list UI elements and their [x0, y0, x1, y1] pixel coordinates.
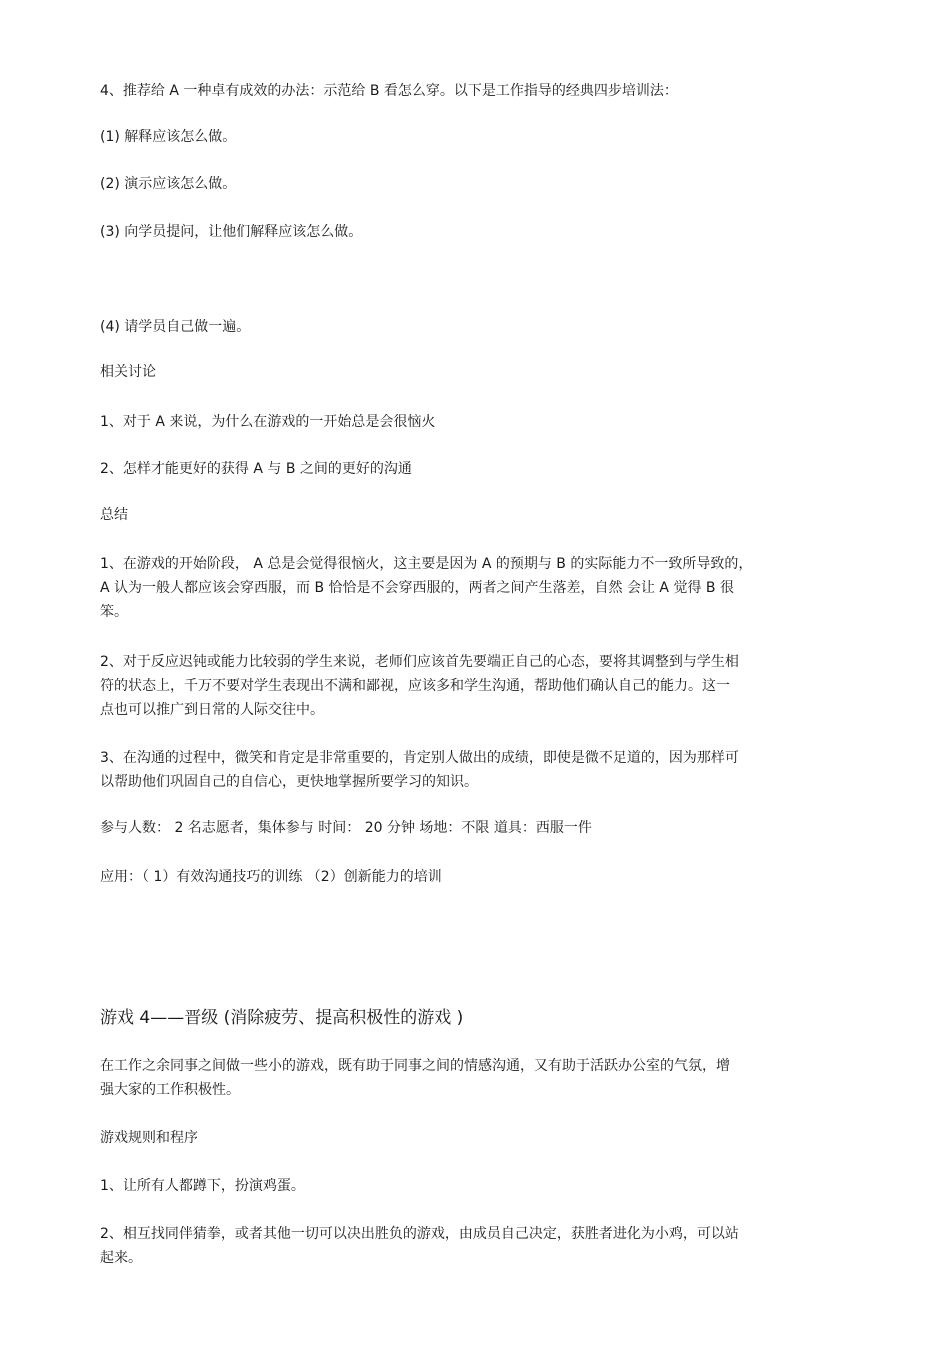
discussion-item-2: 2、怎样才能更好的获得 A 与 B 之间的更好的沟通: [100, 461, 412, 477]
rule-2-line-1: 2、相互找同伴猜拳，或者其他一切可以决出胜负的游戏，由成员自己决定，获胜者进化为小鸡，可以站: [100, 1226, 739, 1242]
rule-1: 1、让所有人都蹲下，扮演鸡蛋。: [100, 1178, 305, 1194]
section-title-discussion: 相关讨论: [100, 364, 156, 380]
summary-1-line-2: A 认为一般人都应该会穿西服，而 B 恰恰是不会穿西服的，两者之间产生落差，自然 会让 A 觉得 B 很: [100, 580, 734, 596]
step-1: (1) 解释应该怎么做。: [100, 129, 237, 145]
summary-1-line-1: 1、在游戏的开始阶段， A 总是会觉得很恼火，这主要是因为 A 的预期与 B 的实际能力不一致所导致的，: [100, 556, 753, 572]
step-2: (2) 演示应该怎么做。: [100, 176, 237, 192]
summary-1-line-3: 笨。: [100, 604, 128, 620]
game-4-heading: 游戏 4——晋级 (消除疲劳、提高积极性的游戏 ): [100, 1008, 464, 1028]
summary-2-line-3: 点也可以推广到日常的人际交往中。: [100, 702, 324, 718]
step-3: (3) 向学员提问，让他们解释应该怎么做。: [100, 224, 363, 240]
game-4-intro-line-2: 强大家的工作积极性。: [100, 1082, 240, 1098]
rule-2-line-2: 起来。: [100, 1250, 142, 1266]
summary-2-line-2: 符的状态上，千万不要对学生表现出不满和鄙视，应该多和学生沟通，帮助他们确认自己的能力。这一: [100, 678, 730, 694]
discussion-item-1: 1、对于 A 来说，为什么在游戏的一开始总是会很恼火: [100, 414, 436, 430]
summary-2-line-1: 2、对于反应迟钝或能力比较弱的学生来说，老师们应该首先要端正自己的心态，要将其调整到与学生相: [100, 654, 739, 670]
section-title-summary: 总结: [100, 507, 128, 523]
step-4: (4) 请学员自己做一遍。: [100, 319, 251, 335]
summary-3-line-1: 3、在沟通的过程中，微笑和肯定是非常重要的，肯定别人做出的成绩，即使是微不足道的，因为那样可: [100, 750, 739, 766]
paragraph-four-step-method: 4、推荐给 A 一种卓有成效的办法：示范给 B 看怎么穿。以下是工作指导的经典四步培训法：: [100, 83, 678, 99]
game-info-line: 参与人数： 2 名志愿者，集体参与 时间： 20 分钟 场地：不限 道具：西服一件: [100, 820, 592, 836]
summary-3-line-2: 以帮助他们巩固自己的自信心，更快地掌握所要学习的知识。: [100, 774, 478, 790]
game-4-intro-line-1: 在工作之余同事之间做一些小的游戏，既有助于同事之间的情感沟通，又有助于活跃办公室的气氛，增: [100, 1058, 730, 1074]
application-line: 应用：（ 1）有效沟通技巧的训练 （2）创新能力的培训: [100, 869, 442, 885]
section-title-rules: 游戏规则和程序: [100, 1130, 198, 1146]
